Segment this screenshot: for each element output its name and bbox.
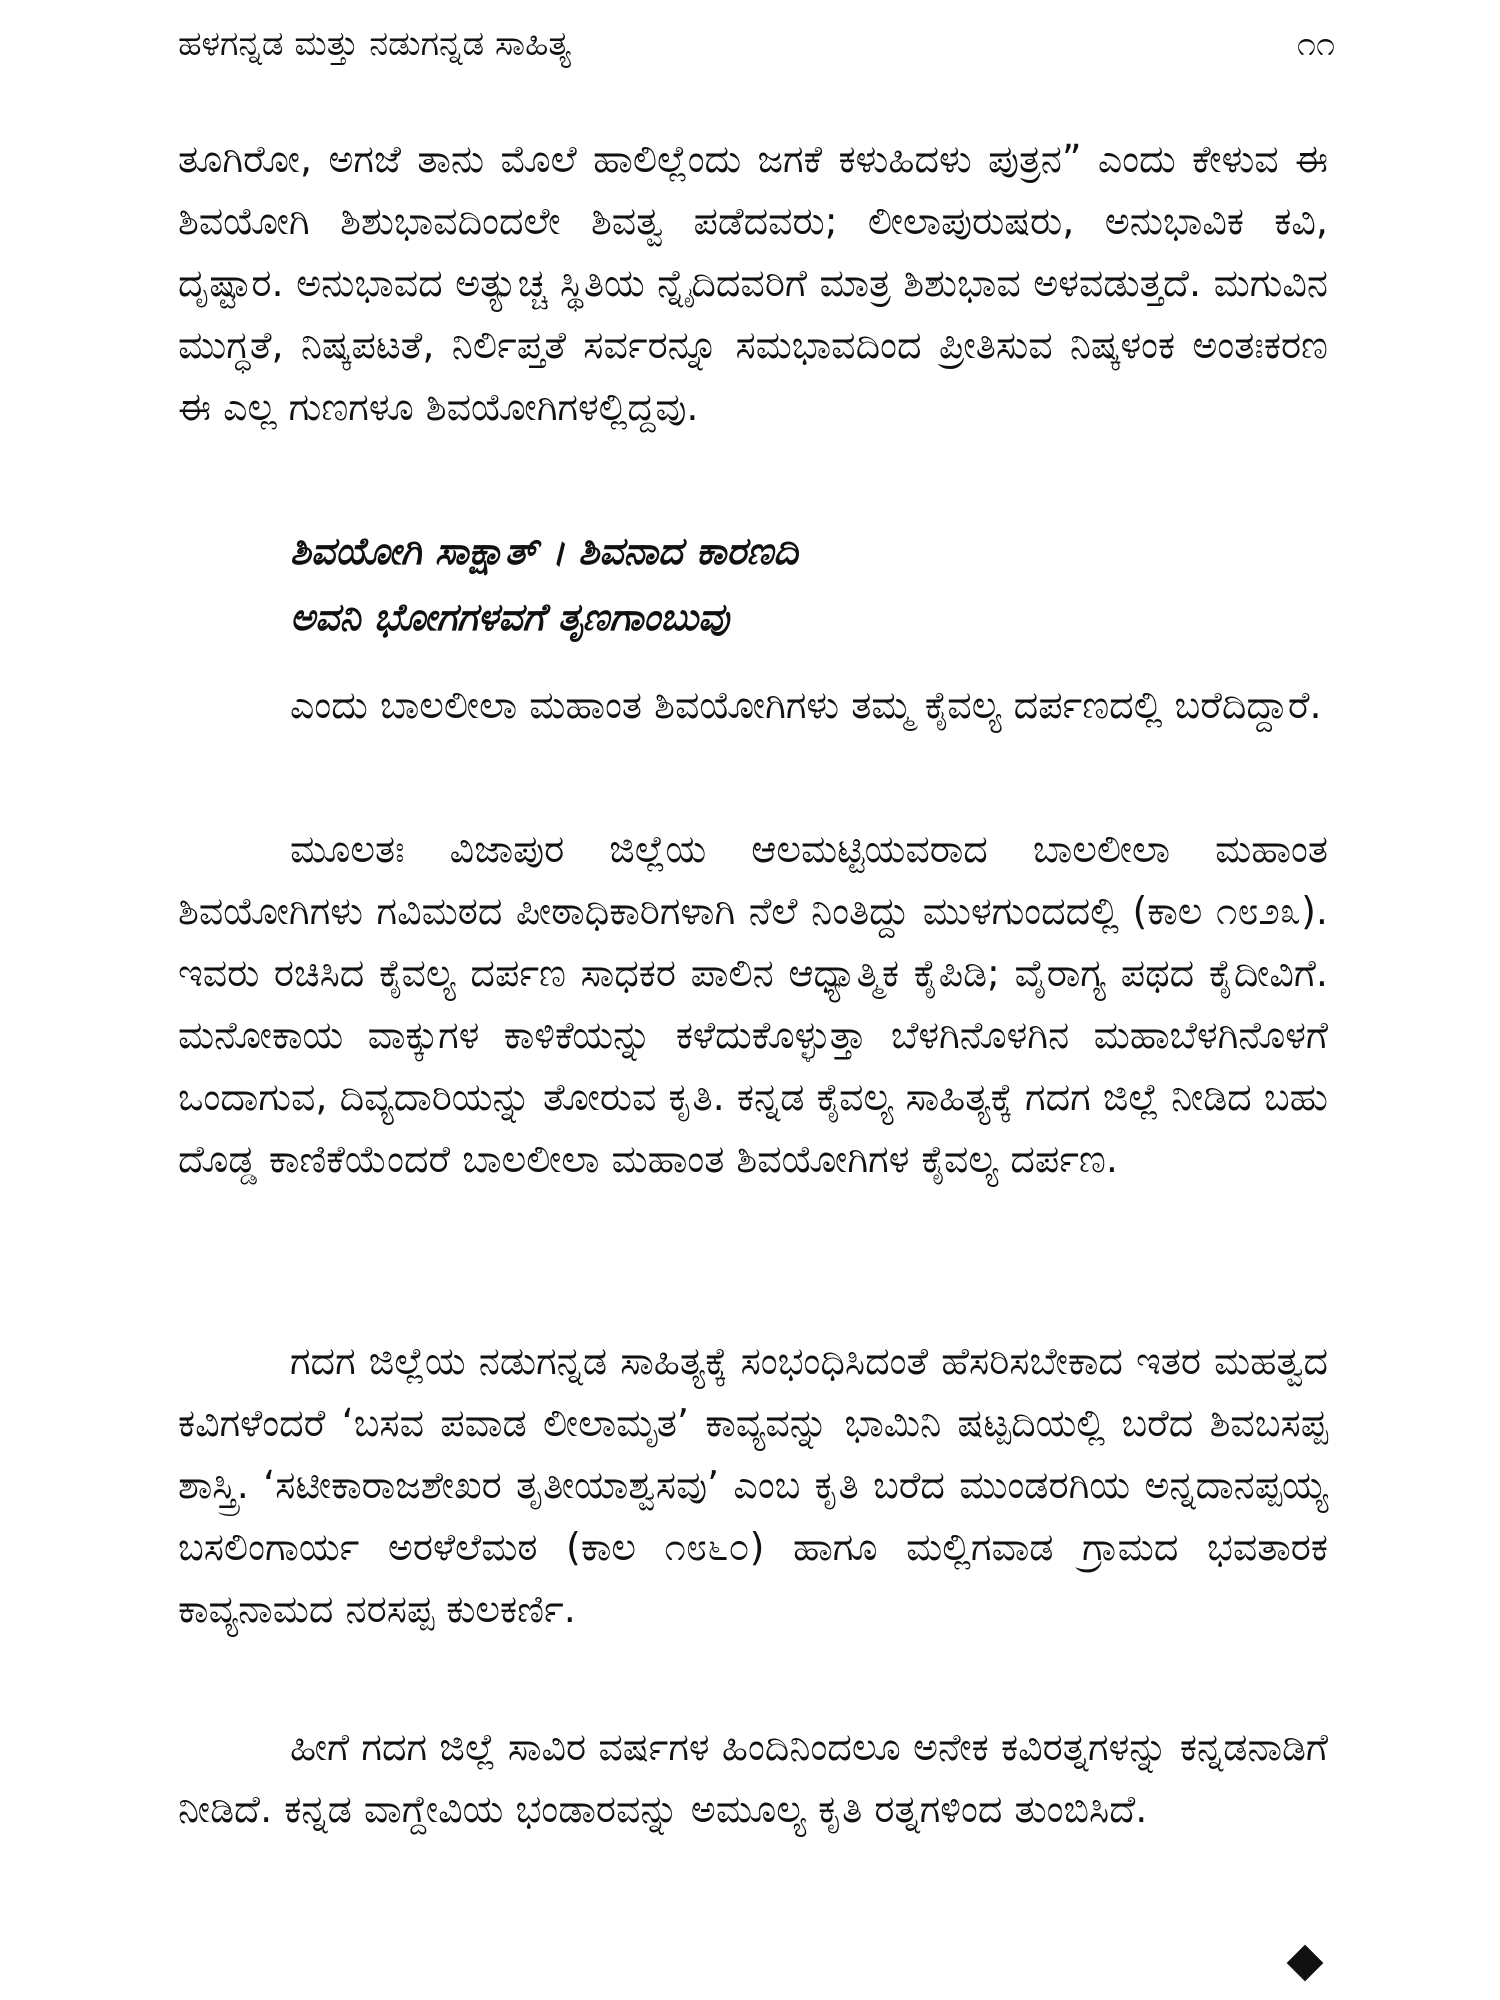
verse-quote: [290, 518, 1290, 650]
paragraph-2: ಎಂದು ಬಾಲಲೀಲಾ ಮಹಾಂತ ಶಿವಯೋಗಿಗಳು ತಮ್ಮ ಕೈವಲ್ಯ ದರ್ಪಣದಲ್ಲಿ ಬರೆದಿದ್ದಾರೆ.: [290, 683, 1322, 727]
running-title: ಹಳಗನ್ನಡ ಮತ್ತು ನಡುಗನ್ನಡ ಸಾಹಿತ್ಯ: [178, 24, 572, 64]
paragraph-3: ಮೂಲತಃ ವಿಜಾಪುರ ಜಿಲ್ಲೆಯ ಆಲಮಟ್ಟಿಯವರಾದ ಬಾಲಲೀಲಾ ಮಹಾಂತ ಶಿವಯೋಗಿಗಳು ಗವಿಮಠದ ಪೀಠಾಧಿಕಾರಿಗಳಾಗಿ ನೆಲೆ ನಿಂತಿದ್ದು ಮುಳಗುಂದದಲ್ಲಿ (ಕಾಲ ೧೮೨೩). ಇವರು ರಚಿಸಿದ ಕೈವಲ್ಯ ದರ್ಪಣ ಸಾಧಕರ ಪಾಲಿನ ಆಧ್ಯಾತ್ಮಿಕ ಕೈಪಿಡಿ; ವೈರಾಗ್ಯ ಪಥದ ಕೈದೀವಿಗೆ. ಮನೋಕಾಯ ವಾಕ್ಕುಗಳ ಕಾಳಿಕೆಯನ್ನು ಕಳೆದುಕೊಳ್ಳುತ್ತಾ ಬೆಳಗಿನೊಳಗಿನ ಮಹಾಬೆಳಗಿನೊಳಗೆ ಒಂದಾಗುವ, ದಿವ್ಯದಾರಿಯನ್ನು ತೋರುವ ಕೃತಿ. ಕನ್ನಡ ಕೈವಲ್ಯ ಸಾಹಿತ್ಯಕ್ಕೆ ಗದಗ ಜಿಲ್ಲೆ ನೀಡಿದ ಬಹು ದೊಡ್ಡ ಕಾಣಿಕೆಯೆಂದರೆ ಬಾಲಲೀಲಾ ಮಹಾಂತ ಶಿವಯೋಗಿಗಳ ಕೈವಲ್ಯ ದರ್ಪಣ.: [178, 827, 1328, 1181]
paragraph-4: ಗದಗ ಜಿಲ್ಲೆಯ ನಡುಗನ್ನಡ ಸಾಹಿತ್ಯಕ್ಕೆ ಸಂಭಂಧಿಸಿದಂತೆ ಹೆಸರಿಸಬೇಕಾದ ಇತರ ಮಹತ್ವದ ಕವಿಗಳೆಂದರೆ ‘ಬಸವ ಪವಾಡ ಲೀಲಾಮೃತ’ ಕಾವ್ಯವನ್ನು ಭಾಮಿನಿ ಷಟ್ಪದಿಯಲ್ಲಿ ಬರೆದ ಶಿವಬಸಪ್ಪ ಶಾಸ್ತ್ರಿ. ‘ಸಟೀಕಾರಾಜಶೇಖರ ತೃತೀಯಾಶ್ವಸವು’ ಎಂಬ ಕೃತಿ ಬರೆದ ಮುಂಡರಗಿಯ ಅನ್ನದಾನಪ್ಪಯ್ಯ ಬಸಲಿಂಗಾರ್ಯ ಅರಳೆಲೆಮಠ (ಕಾಲ ೧೮೬೦) ಹಾಗೂ ಮಲ್ಲಿಗವಾಡ ಗ್ರಾಮದ ಭವತಾರಕ ಕಾವ್ಯನಾಮದ ನರಸಪ್ಪ ಕುಲಕರ್ಣಿ.: [178, 1339, 1328, 1631]
verse-line-1: ಶಿವಯೋಗಿ ಸಾಕ್ಷಾತ್ । ಶಿವನಾದ ಕಾರಣದಿ: [290, 529, 798, 573]
diamond-icon: [1287, 1945, 1324, 1982]
paragraph-1: ತೂಗಿರೋ, ಅಗಜೆ ತಾನು ಮೊಲೆ ಹಾಲಿಲ್ಲೆಂದು ಜಗಕೆ ಕಳುಹಿದಳು ಪುತ್ರನ” ಎಂದು ಕೇಳುವ ಈ ಶಿವಯೋಗಿ ಶಿಶುಭಾವದಿಂದಲೇ ಶಿವತ್ವ ಪಡೆದವರು; ಲೀಲಾಪುರುಷರು, ಅನುಭಾವಿಕ ಕವಿ, ದೃಷ್ಟಾರ. ಅನುಭಾವದ ಅತ್ಯುಚ್ಚ ಸ್ಥಿತಿಯ ನ್ನೈದಿದವರಿಗೆ ಮಾತ್ರ ಶಿಶುಭಾವ ಅಳವಡುತ್ತದೆ. ಮಗುವಿನ ಮುಗ್ಧತೆ, ನಿಷ್ಕಪಟತೆ, ನಿರ್ಲಿಪ್ತತೆ ಸರ್ವರನ್ನೂ ಸಮಭಾವದಿಂದ ಪ್ರೀತಿಸುವ ನಿಷ್ಕಳಂಕ ಅಂತಃಕರಣ ಈ ಎಲ್ಲ ಗುಣಗಳೂ ಶಿವಯೋಗಿಗಳಲ್ಲಿದ್ದವು.: [178, 137, 1328, 429]
paragraph-5: ಹೀಗೆ ಗದಗ ಜಿಲ್ಲೆ ಸಾವಿರ ವರ್ಷಗಳ ಹಿಂದಿನಿಂದಲೂ ಅನೇಕ ಕವಿರತ್ನಗಳನ್ನು ಕನ್ನಡನಾಡಿಗೆ ನೀಡಿದೆ. ಕನ್ನಡ ವಾಗ್ದೇವಿಯ ಭಂಡಾರವನ್ನು ಅಮೂಲ್ಯ ಕೃತಿ ರತ್ನಗಳಿಂದ ತುಂಬಿಸಿದೆ.: [178, 1725, 1328, 1831]
page-number: ೧೧: [1296, 24, 1335, 64]
verse-line-2: ಅವನಿ ಭೋಗಗಳವಗೆ ತೃಣಗಾಂಬುವು: [290, 595, 730, 639]
